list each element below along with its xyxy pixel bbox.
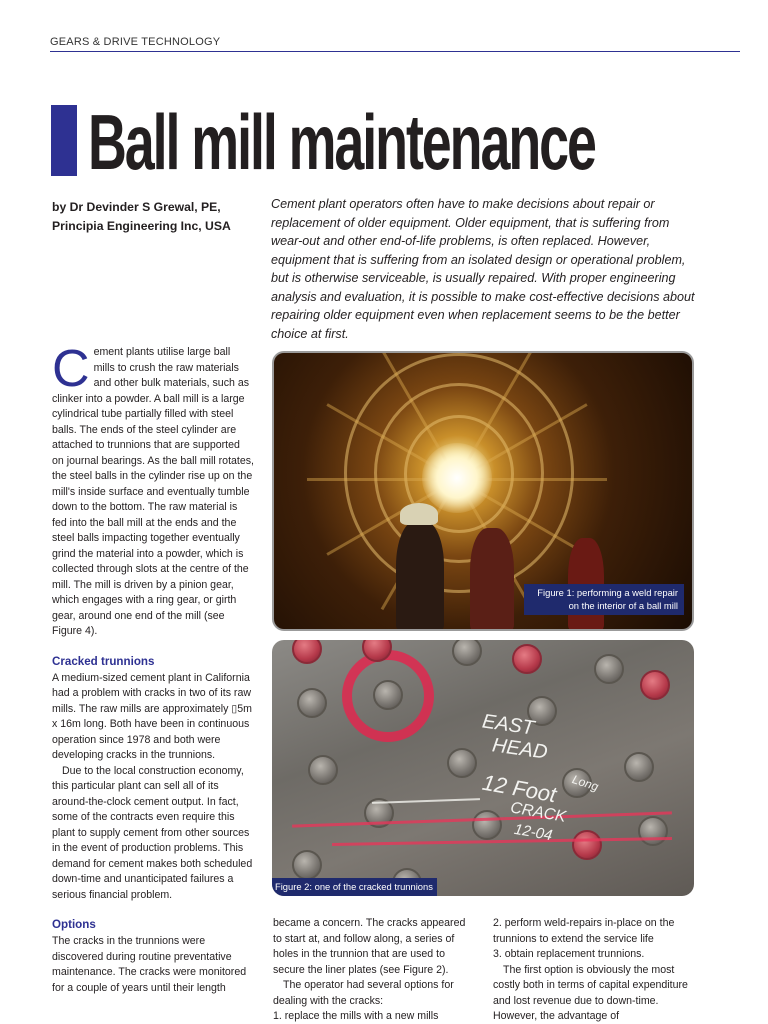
figure-1-caption-line-1: Figure 1: performing a weld repair	[537, 587, 678, 598]
bolt	[472, 810, 502, 840]
figure-1-caption-line-2: on the interior of a ball mill	[568, 599, 678, 611]
chalk-marking: 12 Foot	[480, 769, 559, 808]
intro-paragraph: Cement plant operators often have to make decisions about repair or replacement of older equipment. Older equipment, that is suffering from wear-out and other end-of-life problems, is often replaced. However, equipment that is suffering from an isolated design or operational problem, but is otherwise serviceable, is usually repaired. With proper engineering analysis and evaluation, it is possible to make cost-effective decisions about repairing older equipment even when replacement seems to be the better choice at first.	[271, 197, 695, 341]
light-glow	[422, 443, 492, 513]
subhead-cracked-trunnions: Cracked trunnions	[52, 654, 155, 668]
column-2	[273, 916, 467, 1024]
option-list-item-3: 3. obtain replacement trunnions.	[493, 948, 645, 960]
option-list-item-2: 2. perform weld-repairs in-place on the trunnions to extend the service life	[493, 917, 675, 945]
column-3	[493, 916, 693, 1024]
drop-cap: C	[52, 340, 90, 398]
figure-2-photo	[272, 640, 694, 896]
bolt	[292, 640, 322, 664]
chalk-marking: CRACK	[509, 799, 568, 826]
chalk-arrow	[372, 798, 480, 804]
bolt	[297, 688, 327, 718]
chalk-marking: 12-04	[512, 820, 554, 845]
section-label: GEARS & DRIVE TECHNOLOGY	[50, 36, 221, 48]
body-paragraph-4: The cracks in the trunnions were discovered during routine preventative maintenance. The cracks were monitored for a couple of years until their length	[52, 935, 247, 994]
article-title: Ball mill maintenance	[88, 98, 595, 186]
option-list-item-1: 1. replace the mills with a new mills	[273, 1010, 439, 1022]
paint-streak	[332, 837, 672, 846]
bolt	[512, 644, 542, 674]
bolt	[624, 752, 654, 782]
byline-affiliation: Principia Engineering Inc, USA	[52, 219, 231, 233]
bolt	[447, 748, 477, 778]
worker-figure	[396, 521, 444, 631]
subhead-options: Options	[52, 918, 96, 931]
byline	[52, 198, 262, 236]
bolt	[572, 830, 602, 860]
body-paragraph-7: The first option is obviously the most costly both in terms of capital expenditure and lost revenue due to down-time. However, the advantage of	[493, 963, 688, 1022]
body-paragraph-3: Due to the local construction economy, this particular plant can sell all of its around-the-clock cement output. In fact, some of the contracts even require this plant to supply cement from other sources in the event of production problems. This demand for cement makes both scheduled down-time and unanticipated failures a serious financial problem.	[52, 764, 253, 901]
worker-figure	[470, 528, 514, 631]
body-paragraph-5: became a concern. The cracks appeared to start at, and follow along, a series of holes in the trunnion that are used to secure the liner plates (see Figure 2).	[273, 917, 466, 976]
bolt	[373, 680, 403, 710]
chalk-marking: Long	[570, 772, 601, 794]
chalk-marking: EAST	[480, 710, 536, 740]
bolt	[594, 654, 624, 684]
bolt	[308, 755, 338, 785]
header-rule	[50, 51, 740, 52]
byline-author: by Dr Devinder S Grewal, PE,	[52, 200, 221, 214]
title-accent-bar	[51, 105, 77, 176]
bolt	[640, 670, 670, 700]
figure-1-photo	[272, 351, 694, 631]
bolt	[638, 816, 668, 846]
worker-hard-hat	[400, 503, 438, 525]
figure-1-caption	[524, 584, 684, 615]
body-paragraph-6: The operator had several options for dealing with the cracks:	[273, 979, 454, 1007]
bolt	[292, 850, 322, 880]
column-1	[52, 340, 254, 996]
body-paragraph-1: ement plants utilise large ball mills to crush the raw materials and other bulk materials, such as clinker into a powder. A ball mill is a large cylindrical tube partially filled with steel balls. The ends of the steel cylinder are attached to trunnions that are supported on journal bearings. As the ball mill rotates, the steel balls in the cylinder rise up on the mill's inside surface and eventually tumble down to the bottom. The raw material is fed into the ball mill at the ends and the steel balls impacting together eventually grind the material into a powder, which is collected through slots at the centre of the mill. The mill is driven by a pinion gear, which engages with a ring gear, or girth gear, around one end of the mill (see Figure 4).	[52, 346, 254, 637]
body-paragraph-2: A medium-sized cement plant in California had a problem with cracks in two of its raw mills. The raw mills are approximately ▯5m x 16m long. Both have been in continuous operation since 1978 and both were developing cracks in the trunnions.	[52, 671, 252, 761]
bolt	[452, 640, 482, 666]
chalk-marking: HEAD	[490, 734, 549, 764]
figure-2-caption: Figure 2: one of the cracked trunnions	[272, 878, 437, 897]
